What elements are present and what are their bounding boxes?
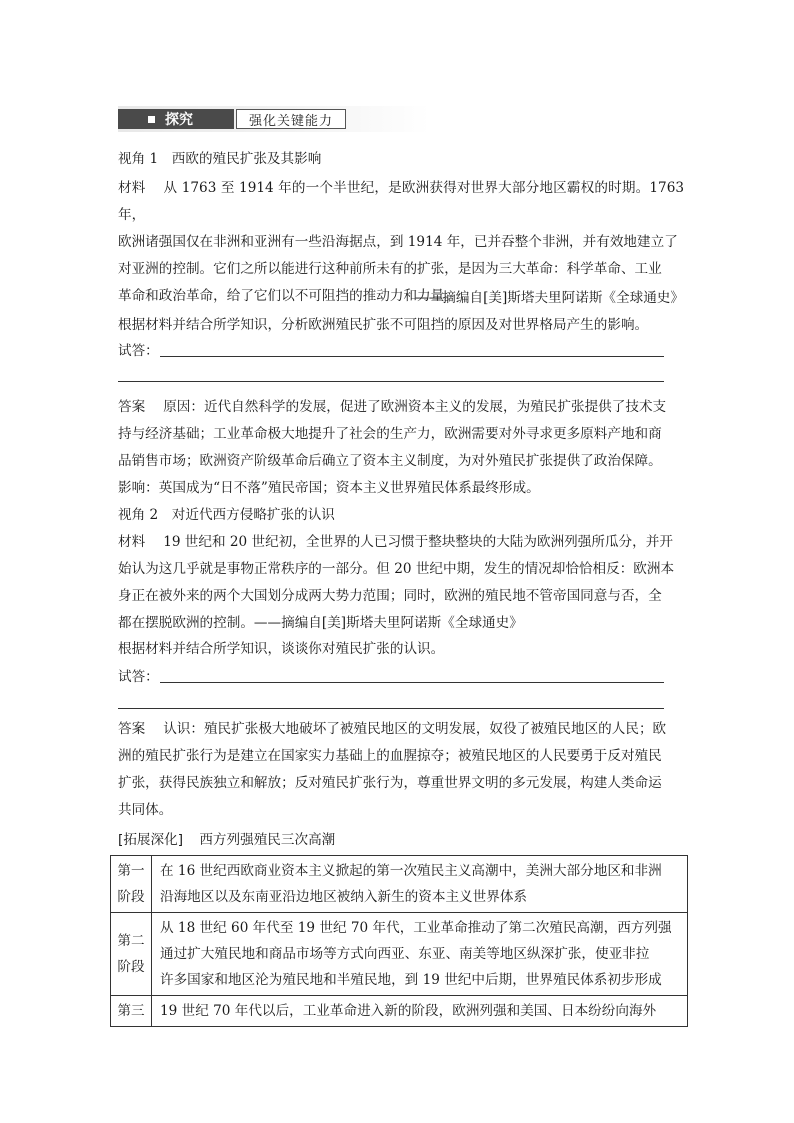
answer-line: 品销售市场；欧洲资产阶级革命后确立了资本主义制度，为对外殖民扩张提供了政治保障。	[118, 453, 662, 469]
material-line: 材料 从 1763 至 1914 年的一个半世纪，是欧洲获得对世界大部分地区霸权的时期。1763 年，	[118, 180, 685, 223]
section2-title: 视角 2 对近代西方侵略扩张的认识	[118, 507, 335, 523]
material-label: 材料	[118, 534, 146, 550]
extension-label-bracket: [拓展深化]	[118, 832, 183, 848]
section2-answer	[118, 716, 684, 824]
answer-line-1[interactable]	[160, 682, 664, 683]
material-line: 欧洲诸强国仅在非洲和亚洲有一些沿海据点，到 1914 年，已并吞整个非洲，并有效地建立了	[118, 234, 678, 250]
try-label: 试答：	[118, 669, 159, 685]
stages-table	[110, 855, 688, 1027]
answer-label: 答案	[118, 399, 146, 415]
table-row	[111, 913, 688, 996]
answer-line-2[interactable]	[118, 708, 664, 709]
banner-tag	[118, 109, 234, 129]
stage-cell: 第二 阶段	[111, 913, 152, 996]
extension-heading	[118, 830, 335, 850]
section2-question: 根据材料并结合所学知识，谈谈你对殖民扩张的认识。	[118, 641, 445, 657]
banner-tag-text: 探究	[165, 112, 193, 128]
material-line: 革命和政治革命，给了它们以不可阻挡的推动力和力量。	[118, 288, 458, 304]
material-line: 始认为这几乎就是事物正常秩序的一部分。但 20 世纪中期，发生的情况却恰恰相反：欧洲本	[118, 561, 675, 577]
material-line: 材料 19 世纪和 20 世纪初，全世界的人已习惯于整块整块的大陆为欧洲列强所瓜分，并开	[118, 534, 673, 550]
stage-cell: 第三	[111, 996, 152, 1027]
answer-line-1[interactable]	[160, 356, 664, 357]
material-line: 身正在被外来的两个大国划分成两大势力范围；同时，欧洲的殖民地不管帝国同意与否，全	[118, 588, 662, 604]
try-label: 试答：	[118, 343, 159, 359]
section1-source: ——摘编自[美]斯塔夫里阿诺斯《全球通史》	[415, 290, 684, 306]
answer-line-2[interactable]	[118, 381, 664, 382]
answer-line: 持与经济基础；工业革命极大地提升了社会的生产力，欧洲需要对外寻求更多原料产地和商	[118, 426, 662, 442]
section-banner	[118, 106, 430, 132]
stage-description: 从 18 世纪 60 年代至 19 世纪 70 年代，工业革命推动了第二次殖民高潮，西方列强 通过扩大殖民地和商品市场等方式向西亚、东亚、南美等地区纵深扩张，使亚非拉 许多国家和地区沦为殖民地和半殖民地，到 19 世纪中后期，世界殖民体系初步形成	[152, 913, 688, 996]
answer-line: 答案 原因：近代自然科学的发展，促进了欧洲资本主义的发展，为殖民扩张提供了技术支	[118, 399, 667, 415]
banner-subtitle: 强化关键能力	[236, 109, 346, 129]
answer-label: 答案	[118, 721, 146, 737]
stage-description: 19 世纪 70 年代以后，工业革命进入新的阶段，欧洲列强和美国、日本纷纷向海外	[152, 996, 688, 1027]
section1-title: 视角 1 西欧的殖民扩张及其影响	[118, 151, 322, 167]
extension-title: 西方列强殖民三次高潮	[199, 832, 336, 848]
answer-line: 影响：英国成为“日不落”殖民帝国；资本主义世界殖民体系最终形成。	[118, 480, 540, 496]
section1-question: 根据材料并结合所学知识，分析欧洲殖民扩张不可阻挡的原因及对世界格局产生的影响。	[118, 317, 649, 333]
extension-label: 拓展深化	[123, 832, 178, 848]
table-row	[111, 996, 688, 1027]
section1-answer	[118, 394, 684, 502]
section1-try-row	[118, 341, 664, 361]
stage-description: 在 16 世纪西欧商业资本主义掀起的第一次殖民主义高潮中，美洲大部分地区和非洲 沿海地区以及东南亚沿边地区被纳入新生的资本主义世界体系	[152, 856, 688, 913]
answer-line: 洲的殖民扩张行为是建立在国家实力基础上的血腥掠夺；被殖民地区的人民要勇于反对殖民	[118, 748, 662, 764]
table-row	[111, 856, 688, 913]
section2-material	[118, 529, 684, 637]
material-line: 都在摆脱欧洲的控制。——摘编自[美]斯塔夫里阿诺斯《全球通史》	[118, 615, 523, 631]
material-line: 对亚洲的控制。它们之所以能进行这种前所未有的扩张，是因为三大革命：科学革命、工业	[118, 261, 662, 277]
section2-try-row	[118, 667, 664, 687]
answer-line: 扩张，获得民族独立和解放；反对殖民扩张行为，尊重世界文明的多元发展，构建人类命运	[118, 775, 662, 791]
answer-line: 答案 认识：殖民扩张极大地破坏了被殖民地区的文明发展，奴役了被殖民地区的人民；欧	[118, 721, 667, 737]
stage-cell: 第一 阶段	[111, 856, 152, 913]
material-label: 材料	[118, 180, 146, 196]
answer-line: 共同体。	[118, 802, 173, 818]
square-bullet-icon	[148, 116, 155, 123]
